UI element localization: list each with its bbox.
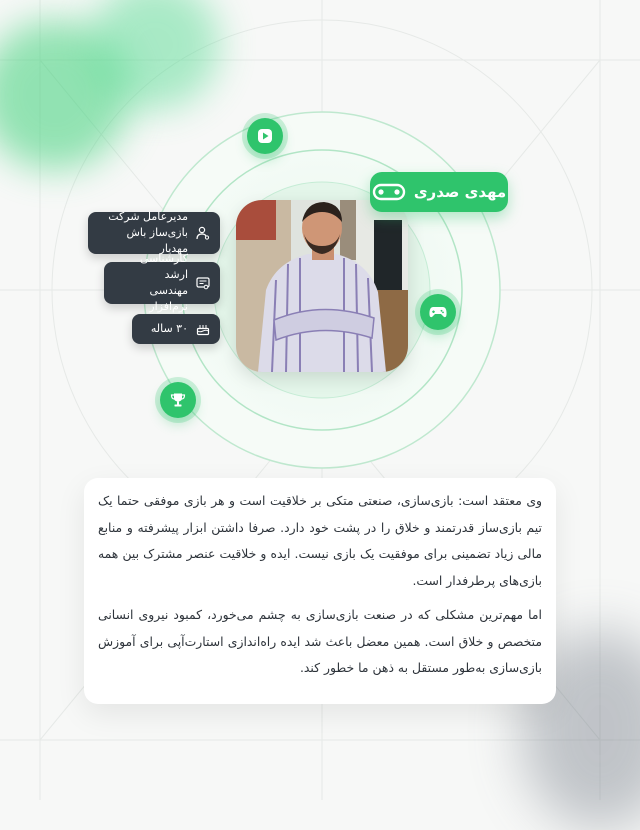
- education-line2: مهندسی نرم‌افزار: [149, 284, 188, 313]
- play-button[interactable]: [247, 118, 283, 154]
- profile-photo: [236, 200, 408, 372]
- age-pill: [132, 314, 220, 344]
- bio-paragraph-1: وی معتقد است: بازی‌سازی، صنعتی متکی بر خلاقیت است و هر بازی موفقی حتما یک تیم بازی‌ساز قدرتمند و خلاق را در پشت خود دارد. صرفا داشتن ابزار پیشرفته و منابع مالی زیاد تضمینی برای موفقیت یک بازی نیست. ایده و خلاقیت عنصر مشترک بین همه بازی‌های پرطرفدار است.: [98, 493, 542, 588]
- trophy-badge: [160, 382, 196, 418]
- cake-icon: [196, 322, 210, 336]
- gamepad-icon: [429, 305, 447, 319]
- profile-name: مهدی صدری: [413, 183, 507, 201]
- infinity-logo-icon: [372, 181, 406, 203]
- name-badge: [370, 172, 508, 212]
- gamepad-badge: [420, 294, 456, 330]
- role-line2: بازی‌ساز باش مهدیار: [126, 226, 188, 255]
- education-line1: کارشناسی ارشد: [139, 252, 188, 281]
- user-gear-icon: [196, 226, 210, 240]
- role-line1: مدیرعامل شرکت: [108, 210, 188, 223]
- role-pill: [88, 212, 220, 254]
- trophy-icon: [170, 392, 186, 408]
- bio-card: [84, 478, 556, 704]
- certificate-icon: [196, 276, 210, 290]
- play-icon: [257, 128, 273, 144]
- education-pill: [104, 252, 220, 313]
- bio-paragraph-2: اما مهم‌ترین مشکلی که در صنعت بازی‌سازی به چشم می‌خورد، کمبود نیروی انسانی متخصص و خلاق است. همین معضل باعث شد ایده راه‌اندازی استارت‌آپی برای آموزش بازی‌سازی به‌طور مستقل به ذهن ما خطور کند.: [98, 607, 542, 675]
- age-text: ۳۰ ساله: [150, 322, 188, 335]
